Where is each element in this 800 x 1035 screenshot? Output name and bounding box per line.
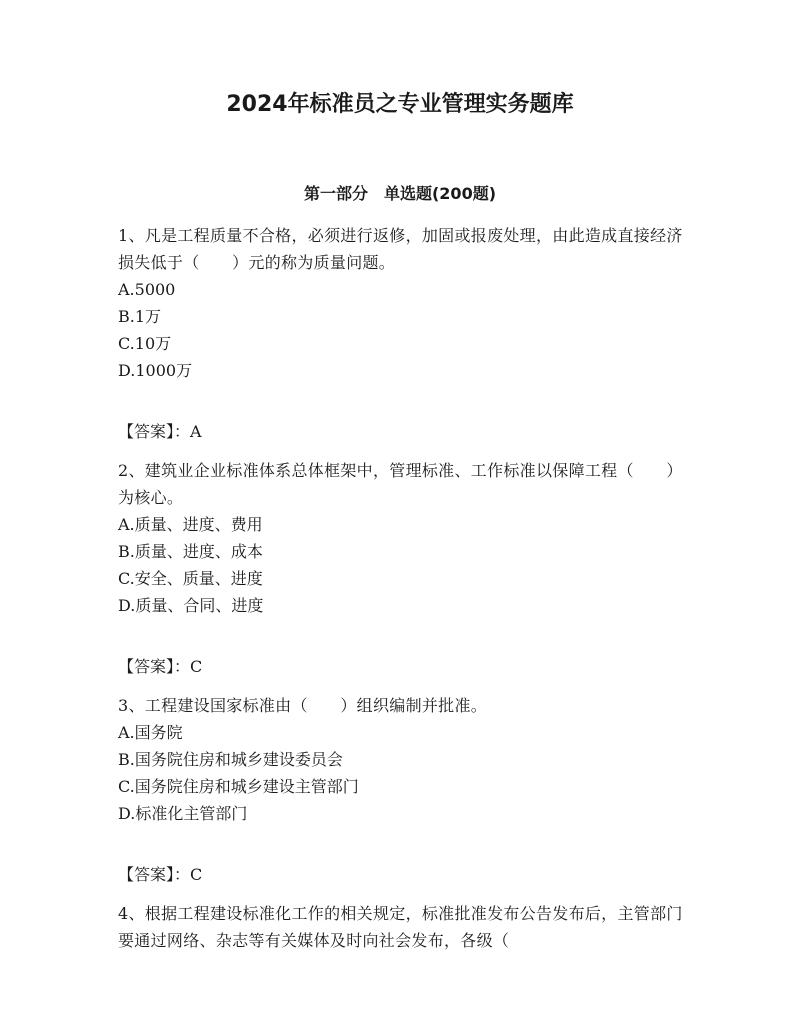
question-1: [118, 222, 684, 445]
question-text: 4、根据工程建设标准化工作的相关规定，标准批准发布公告发布后，主管部门要通过网络、杂志等有关媒体及时向社会发布，各级（: [118, 904, 683, 950]
answer-label: 【答案】：C: [118, 865, 203, 884]
option-a: A.质量、进度、费用: [118, 515, 263, 534]
document-title: 2024年标准员之专业管理实务题库: [226, 92, 574, 117]
option-b: B.国务院住房和城乡建设委员会: [118, 750, 343, 769]
answer-label: 【答案】：A: [118, 422, 202, 441]
option-c: C.国务院住房和城乡建设主管部门: [118, 777, 359, 796]
option-d: D.质量、合同、进度: [118, 596, 264, 615]
question-2: [118, 457, 684, 680]
option-b: B.质量、进度、成本: [118, 542, 263, 561]
question-text: 1、凡是工程质量不合格，必须进行返修，加固或报废处理，由此造成直接经济损失低于（ ）元的称为质量问题。: [118, 226, 683, 272]
question-3: [118, 692, 684, 888]
option-c: C.10万: [118, 334, 172, 353]
question-text: 2、建筑业企业标准体系总体框架中，管理标准、工作标准以保障工程（ ）为核心。: [118, 461, 683, 507]
option-d: D.标准化主管部门: [118, 804, 248, 823]
question-text: 3、工程建设国家标准由（ ）组织编制并批准。: [118, 696, 488, 715]
question-4: [118, 900, 684, 954]
answer-label: 【答案】：C: [118, 657, 203, 676]
section-title: 第一部分 单选题(200题): [303, 184, 497, 203]
option-b: B.1万: [118, 307, 162, 326]
option-c: C.安全、质量、进度: [118, 569, 263, 588]
option-a: A.国务院: [118, 723, 183, 742]
option-a: A.5000: [118, 280, 176, 299]
question-list: [118, 222, 684, 954]
option-d: D.1000万: [118, 361, 193, 380]
